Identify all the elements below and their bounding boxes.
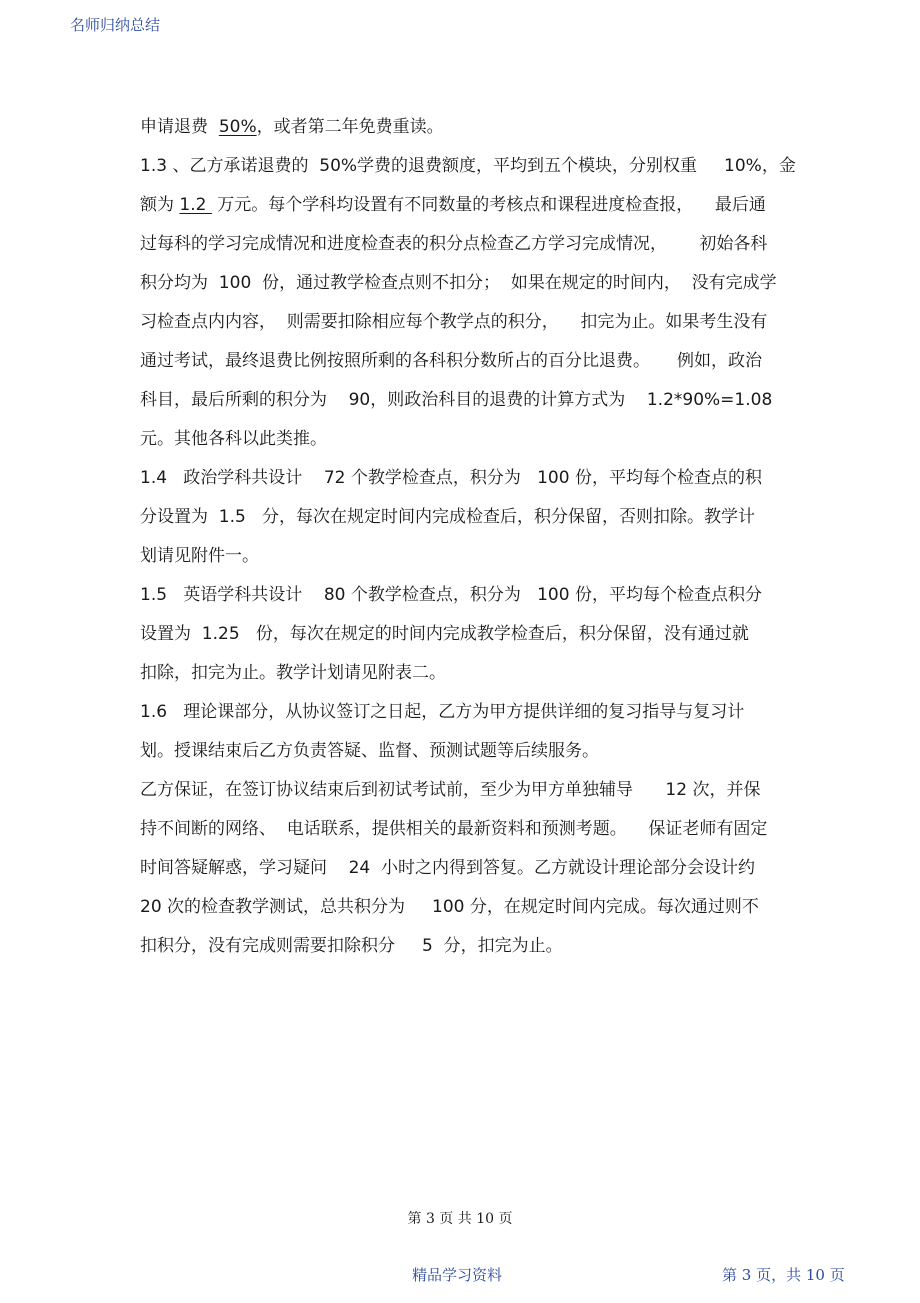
text-line-10: 1.4 政治学科共设计 72 个教学检查点，积分为 100 份，平均每个检查点的积 bbox=[140, 468, 762, 488]
text-line-8: 科目，最后所剩的积分为 90，则政治科目的退费的计算方式为 1.2*90%=1.08 bbox=[140, 390, 773, 410]
text-line-21: 20 次的检查教学测试，总共积分为 100 分，在规定时间内完成。每次通过则不 bbox=[140, 897, 759, 917]
text-line-11: 分设置为 1.5 分，每次在规定时间内完成检查后，积分保留，否则扣除。教学计 bbox=[140, 507, 756, 527]
text-line-22: 扣积分，没有完成则需要扣除积分 5 分，扣完为止。 bbox=[140, 936, 563, 956]
page-number: 第 3 页 共 10 页 bbox=[407, 1211, 513, 1227]
text-line-13: 1.5 英语学科共设计 80 个教学检查点，积分为 100 份，平均每个检查点积分 bbox=[140, 585, 762, 605]
text-line-16: 1.6 理论课部分，从协议签订之日起，乙方为甲方提供详细的复习指导与复习计 bbox=[140, 702, 745, 722]
text-line-6: 习检查点内内容， 则需要扣除相应每个教学点的积分， 扣完为止。如果考生没有 bbox=[140, 312, 768, 332]
text-line-18: 乙方保证，在签订协议结束后到初试考试前，至少为甲方单独辅导 12 次，并保 bbox=[140, 780, 761, 800]
text-line-15: 扣除，扣完为止。教学计划请见附表二。 bbox=[140, 663, 446, 683]
header-watermark: 名师归纳总结 bbox=[70, 16, 161, 34]
text-line-2: 1.3 、乙方承诺退费的 50%学费的退费额度，平均到五个模块，分别权重 10%，金 bbox=[140, 156, 796, 176]
text-line-19: 持不间断的网络、 电话联系，提供相关的最新资料和预测考题。 保证老师有固定 bbox=[140, 819, 768, 839]
text-line-1: 申请退费 50%，或者第二年免费重读。 bbox=[140, 117, 444, 137]
body-text bbox=[140, 108, 796, 966]
text-line-4: 过每科的学习完成情况和进度检查表的积分点检查乙方学习完成情况， 初始各科 bbox=[140, 234, 768, 254]
footer-watermark: 精品学习资料 bbox=[412, 1266, 503, 1284]
text-line-7: 通过考试，最终退费比例按照所剩的各科积分数所占的百分比退费。 例如，政治 bbox=[140, 351, 763, 371]
text-line-3: 额为 1.2 万元。每个学科均设置有不同数量的考核点和课程进度检查报， 最后通 bbox=[140, 195, 766, 215]
text-line-9: 元。其他各科以此类推。 bbox=[140, 429, 327, 449]
text-line-12: 划请见附件一。 bbox=[140, 546, 259, 566]
text-line-20: 时间答疑解惑，学习疑问 24 小时之内得到答复。乙方就设计理论部分会设计约 bbox=[140, 858, 756, 878]
text-line-17: 划。授课结束后乙方负责答疑、监督、预测试题等后续服务。 bbox=[140, 741, 599, 761]
footer-page-count: 第 3 页，共 10 页 bbox=[722, 1266, 845, 1284]
text-line-5: 积分均为 100 份，通过教学检查点则不扣分； 如果在规定的时间内， 没有完成学 bbox=[140, 273, 777, 293]
text-line-14: 设置为 1.25 份，每次在规定的时间内完成教学检查后，积分保留，没有通过就 bbox=[140, 624, 749, 644]
